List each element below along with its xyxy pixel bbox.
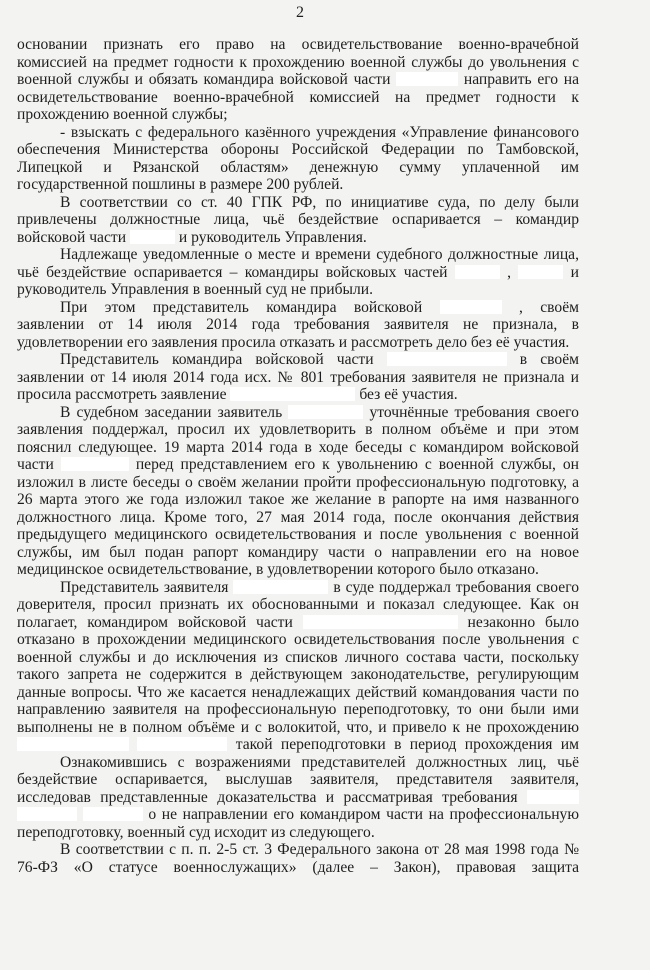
text-segment: военной службы и до исключения из списков личного состава части, поскольку <box>17 648 579 666</box>
redaction-block <box>396 72 458 86</box>
text-line <box>17 614 579 632</box>
text-segment: в суде поддержал требования своего <box>333 578 579 596</box>
text-segment: Липецкой и Рязанской областям» денежную сумму уплаченной им <box>17 158 579 176</box>
text-line <box>17 474 579 492</box>
text-segment: доверителя, просил признать их обоснованными и показал следующее. Как он <box>17 596 579 613</box>
text-segment: удовлетворении его заявления просила отказать и рассмотреть дело без её участия. <box>17 333 570 351</box>
text-line <box>17 229 579 247</box>
text-line <box>17 299 579 317</box>
text-segment: перед представлением его к увольнению с военной службы, он <box>135 456 579 473</box>
redaction-block <box>303 615 458 629</box>
text-segment: должностного лица. Кроме того, 27 мая 2014 года, после окончания действия <box>17 508 579 526</box>
text-segment: Ознакомившись с возражениями представителей должностных лиц, чьё <box>60 753 579 771</box>
text-segment: военной службы и обязать командира войсковой части <box>17 71 391 88</box>
text-segment: полагает, командиром войсковой части <box>17 613 293 631</box>
text-segment: , своём <box>518 298 579 316</box>
text-line <box>17 404 579 422</box>
text-line <box>17 666 579 684</box>
text-segment: чьё бездействие оспаривается – командиры войсковых частей <box>17 263 448 281</box>
text-line <box>17 71 579 89</box>
text-line <box>17 509 579 527</box>
text-segment: отказано в прохождении медицинского освидетельствования после увольнения с <box>17 631 579 648</box>
text-segment: предыдущего медицинского освидетельствования и после увольнения с военной <box>17 526 579 543</box>
text-line <box>17 211 579 229</box>
text-segment: обеспечения Министерства обороны Российской Федерации по Тамбовской, <box>17 141 579 158</box>
text-line <box>17 824 579 842</box>
text-segment: При этом представитель командира войсковой <box>60 298 423 316</box>
text-line <box>17 386 579 404</box>
text-line <box>17 141 579 159</box>
redaction-block <box>137 737 227 751</box>
text-line <box>17 421 579 439</box>
text-segment: В судебном заседании заявитель <box>60 403 283 421</box>
text-line <box>17 701 579 719</box>
text-segment: , <box>507 263 512 281</box>
text-line <box>17 754 579 772</box>
text-segment: данные вопросы. Что же касается ненадлежащих действий командования части по <box>17 683 579 701</box>
text-segment: выполнены не в полном объёме и с волокитой, что, и привело к не прохождению <box>17 718 579 736</box>
text-segment: заявлении от 14 июля 2014 года исх. № 801 требования заявителя не признала и <box>17 368 579 386</box>
text-segment: В соответствии со ст. 40 ГПК РФ, по инициативе суда, по делу были <box>60 193 579 211</box>
text-segment: Представитель заявителя <box>60 578 229 596</box>
text-line <box>17 36 579 54</box>
text-segment: привлечены должностные лица, чьё бездействие оспаривается – командир <box>17 211 579 228</box>
redaction-block <box>440 300 502 314</box>
text-line <box>17 351 579 369</box>
redaction-block <box>17 807 77 821</box>
text-segment: просила рассмотреть заявление <box>17 386 227 403</box>
text-segment: без её участия. <box>359 386 458 403</box>
text-segment: 76-ФЗ «О статусе военнослужащих» (далее – Закон), правовая защита <box>17 858 579 876</box>
text-segment: переподготовку, военный суд исходит из следующего. <box>17 823 375 841</box>
text-segment: государственной пошлины в размере 200 рублей. <box>17 176 344 193</box>
text-line <box>17 579 579 597</box>
text-segment: комиссией на предмет годности к прохождению военной службы до увольнения с <box>17 53 579 71</box>
text-segment: основании признать его право на освидетельствование военно-врачебной <box>17 36 579 53</box>
redaction-block <box>387 352 507 366</box>
text-segment: направить его на <box>463 71 579 88</box>
redaction-block <box>61 457 129 471</box>
text-line <box>17 176 579 194</box>
text-line <box>17 54 579 72</box>
redaction-block <box>233 580 328 594</box>
text-line <box>17 596 579 614</box>
text-segment: пояснил следующее. 19 марта 2014 года в ходе беседы с командиром войсковой <box>17 438 579 456</box>
text-line <box>17 106 579 124</box>
text-segment: и <box>570 263 579 281</box>
text-line <box>17 544 579 562</box>
text-segment: и руководитель Управления. <box>178 228 367 246</box>
text-line <box>17 89 579 107</box>
redaction-block <box>230 387 355 401</box>
text-segment: бездействие оспаривается, выслушав заявителя, представителя заявителя, <box>17 771 579 788</box>
text-segment: В соответствии с п. п. 2-5 ст. 3 Федерального закона от 28 мая 1998 года № <box>60 841 579 858</box>
text-segment: освидетельствование военно-врачебной комиссией на предмет годности к <box>17 88 579 106</box>
text-line <box>17 334 579 352</box>
text-line <box>17 771 579 789</box>
text-segment: о не направлении его командиром части на профессиональную <box>148 806 579 823</box>
text-line <box>17 281 579 299</box>
text-line <box>17 124 579 142</box>
text-line <box>17 491 579 509</box>
text-line <box>17 246 579 264</box>
text-line <box>17 736 579 754</box>
text-line <box>17 859 579 877</box>
text-segment: изложил в листе беседы о своём желании пройти профессиональную подготовку, а <box>17 473 579 491</box>
text-line <box>17 561 579 579</box>
text-line <box>17 719 579 737</box>
text-line <box>17 264 579 282</box>
text-line <box>17 439 579 457</box>
text-line <box>17 194 579 212</box>
text-segment: исследовав представленные доказательства и рассматривая требования <box>17 788 518 806</box>
text-segment: - взыскать с федерального казённого учреждения «Управление финансового <box>60 123 579 141</box>
text-line <box>17 526 579 544</box>
text-segment: прохождению военной службы; <box>17 106 228 123</box>
text-segment: заявлении от 14 июля 2014 года требования заявителя не признала, в <box>17 316 579 333</box>
text-line <box>17 806 579 824</box>
text-line <box>17 456 579 474</box>
redaction-block <box>83 807 143 821</box>
text-segment: медицинское освидетельствование, в удовлетворении которого было отказано. <box>17 561 539 578</box>
text-segment: войсковой части <box>17 228 127 246</box>
text-line <box>17 159 579 177</box>
text-segment: незаконно было <box>467 613 579 631</box>
text-line <box>17 316 579 334</box>
text-line <box>17 649 579 667</box>
text-segment: Надлежаще уведомленные о месте и времени судебного должностные лица, <box>60 246 579 263</box>
text-segment: направлению заявителя на профессиональную переподготовку, то они были ими <box>17 701 579 718</box>
text-segment: службы, им был подан рапорт командиру части о направлении его на новое <box>17 543 579 561</box>
text-segment: части <box>17 456 54 473</box>
text-segment: 26 марта этого же года изложил такое же желание в рапорте на имя названного <box>17 491 579 508</box>
text-segment: в своём <box>519 351 579 368</box>
redaction-block <box>288 405 363 419</box>
redaction-block <box>130 230 175 244</box>
document-body <box>17 36 579 876</box>
text-segment: заявления поддержал, просил их удовлетворить в полном объёме и при этом <box>17 421 579 438</box>
text-segment: Представитель командира войсковой части <box>60 351 374 368</box>
text-line <box>17 631 579 649</box>
redaction-block <box>518 265 563 279</box>
text-line <box>17 841 579 859</box>
redaction-block <box>17 737 129 751</box>
text-segment: руководитель Управления в военный суд не прибыли. <box>17 281 374 298</box>
text-segment: такого запрета не содержится в действующем законодательстве, регулирующим <box>17 666 579 683</box>
redaction-block <box>455 265 500 279</box>
text-segment: уточнённые требования своего <box>369 403 579 421</box>
text-line <box>17 789 579 807</box>
redaction-block <box>527 790 579 804</box>
text-segment: такой переподготовки в период прохождения им <box>235 736 579 753</box>
text-line <box>17 684 579 702</box>
page-number: 2 <box>296 4 304 21</box>
text-line <box>17 369 579 387</box>
